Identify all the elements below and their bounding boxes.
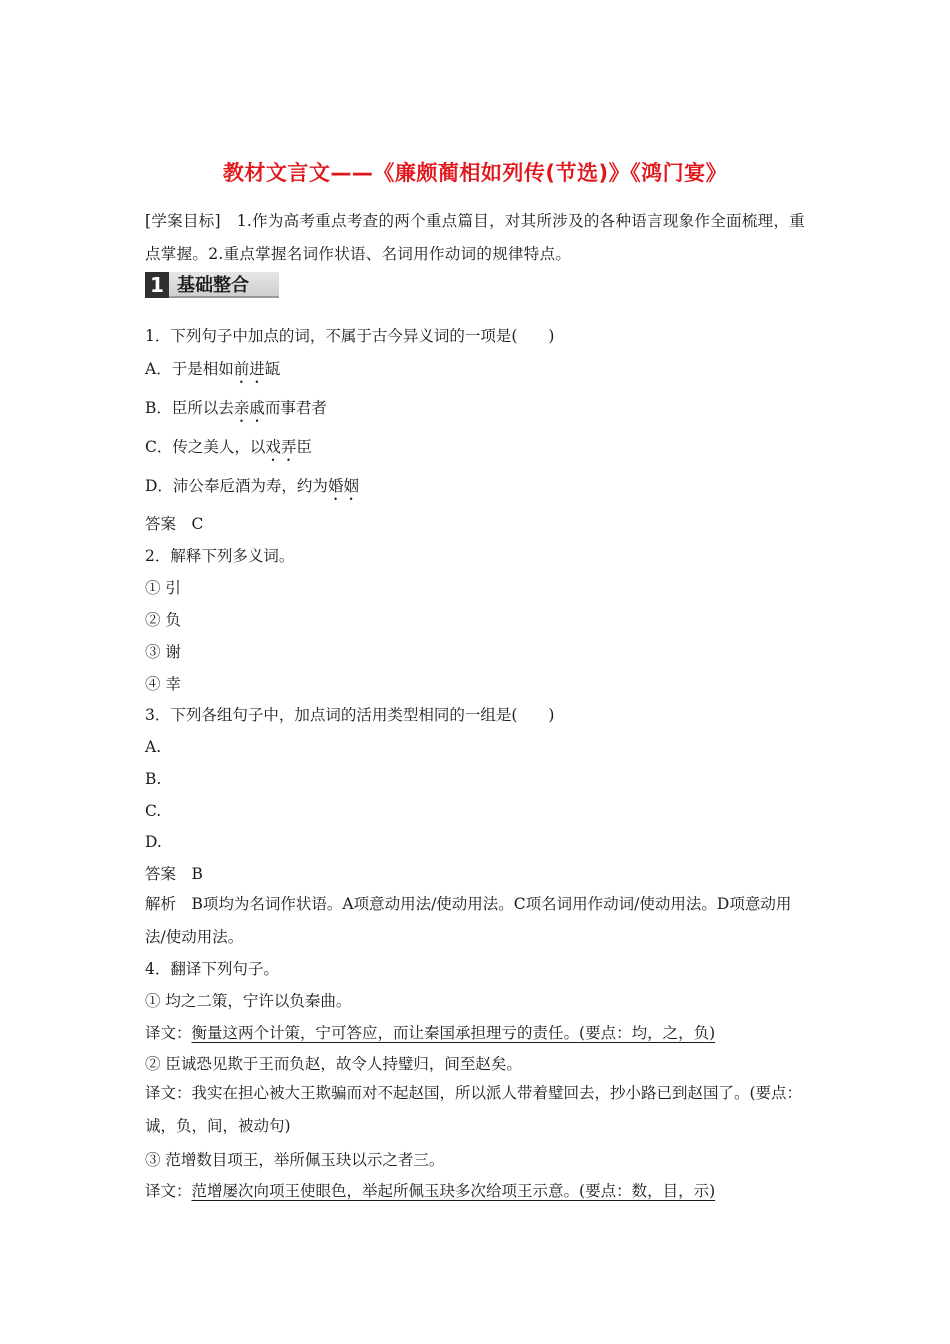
q4-translation-1: [145, 1022, 715, 1044]
q3-answer: 答案 B: [145, 865, 203, 883]
option-text: 而事君者: [264, 399, 327, 417]
q4-sentence-1: ① 均之二策，宁许以负秦曲。: [145, 992, 352, 1010]
q4-translation-3: [145, 1180, 715, 1202]
section-header: [145, 272, 279, 298]
dotted-word: 戏弄: [265, 438, 297, 456]
q1-stem: 1．下列句子中加点的词，不属于古今异义词的一项是( ): [145, 327, 555, 345]
q2-item: ② 负: [145, 611, 181, 629]
study-goal: [学案目标] 1.作为高考重点考查的两个重点篇目，对其所涉及的各种语言现象作全面梳理，重点掌握。2.重点掌握名词作状语、名词用作动词的规律特点。: [145, 212, 806, 263]
q2-item: ① 引: [145, 579, 181, 597]
dotted-word: 前进: [233, 360, 265, 378]
q1-answer: 答案 C: [145, 515, 204, 533]
option-text: B．臣所以去: [145, 399, 234, 417]
q4-sentence-2: ② 臣诚恐见欺于王而负赵，故令人持璧归，间至赵矣。: [145, 1055, 522, 1073]
q1-option-b: [145, 397, 327, 426]
translation-text: 衡量这两个计策，宁可答应，而让秦国承担理亏的责任。(要点：均，之，负): [191, 1024, 716, 1042]
q1-option-d: [145, 475, 359, 504]
q1-option-c: [145, 436, 312, 465]
section-label: 基础整合: [169, 272, 279, 298]
q3-analysis: 解析 B项均为名词作状语。A项意动用法/使动用法。C项名词用作动词/使动用法。D项意动用法/使动用法。: [145, 895, 792, 946]
translation-label: 译文：: [145, 1182, 192, 1200]
q3-option: D.: [145, 833, 162, 851]
option-text: A．于是相如: [145, 360, 234, 378]
option-text: D．沛公奉卮酒为寿，约为: [145, 477, 328, 495]
q4-sentence-3: ③ 范增数目项王，举所佩玉玦以示之者三。: [145, 1151, 445, 1169]
translation-text: 范增屡次向项王使眼色，举起所佩玉玦多次给项王示意。(要点：数，目，示): [191, 1182, 716, 1200]
option-text: C．传之美人，以: [145, 438, 266, 456]
q3-option: C.: [145, 802, 162, 820]
q3-option: B.: [145, 770, 162, 788]
section-number: 1: [145, 272, 169, 298]
option-text: 臣: [296, 438, 312, 456]
q1-option-a: [145, 358, 280, 387]
q4-stem: 4．翻译下列句子。: [145, 960, 279, 978]
q2-item: ④ 幸: [145, 675, 181, 693]
translation-label: 译文：: [145, 1024, 192, 1042]
q2-stem: 2．解释下列多义词。: [145, 547, 295, 565]
option-text: 缻: [264, 360, 281, 378]
dotted-word: 婚姻: [327, 477, 359, 495]
q4-translation-2: 译文：我实在担心被大王欺骗而对不起赵国，所以派人带着璧回去，抄小路已到赵国了。(要点：诚，负，间，被动句): [145, 1084, 803, 1135]
q2-item: ③ 谢: [145, 643, 181, 661]
q3-option: A.: [145, 738, 162, 756]
q3-stem: 3．下列各组句子中，加点词的活用类型相同的一组是( ): [145, 706, 555, 724]
document-title: 教材文言文——《廉颇蔺相如列传(节选)》《鸿门宴》: [222, 161, 728, 185]
dotted-word: 亲戚: [233, 399, 265, 417]
